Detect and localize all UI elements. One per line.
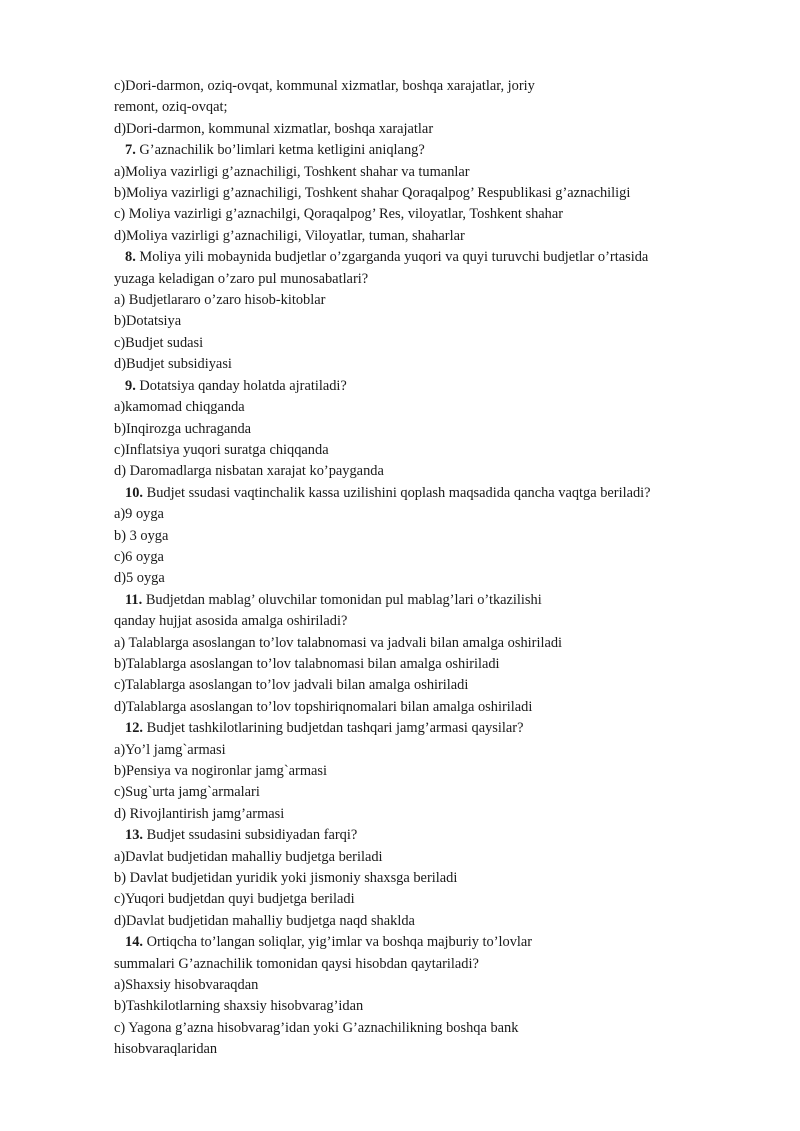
question-text: G’aznachilik bo’limlari ketma ketligini aniqlang? [139,142,425,159]
document-body [114,76,734,1061]
option-c: c) Yagona g’azna hisobvarag’idan yoki G’aznachilikning boshqa bank [114,1019,519,1036]
option-b: b)Inqirozga uchraganda [114,420,252,437]
option-a: a)Shaxsiy hisobvaraqdan [114,977,259,994]
option-b: b)Talablarga asoslangan to’lov talabnomasi bilan amalga oshiriladi [114,655,500,672]
question-text-cont: summalari G’aznachilik tomonidan qaysi hisobdan qaytariladi? [114,955,479,972]
question-number: 9. [125,377,136,394]
option-c: c)Yuqori budjetdan quyi budjetga beriladi [114,891,355,908]
option-a: a)9 oyga [114,506,164,523]
option-c: c) Moliya vazirligi g’aznachilgi, Qoraqalpog’ Res, viloyatlar, Toshkent shahar [114,206,564,223]
question-10 [114,483,734,504]
option-d: d)Budjet subsidiyasi [114,356,232,373]
option-c: c)6 oyga [114,548,164,565]
option-b: b)Tashkilotlarning shaxsiy hisobvarag’idan [114,998,364,1015]
question-number: 7. [125,142,136,159]
question-text: Budjetdan mablag’ oluvchilar tomonidan pul mablag’lari o’tkazilishi [145,591,542,608]
question-8 [114,247,734,268]
option-d: d)5 oyga [114,570,165,587]
option-d: d) Rivojlantirish jamg’armasi [114,805,285,822]
question-7 [114,140,734,161]
question-text-cont: qanday hujjat asosida amalga oshiriladi? [114,613,348,630]
question-number: 14. [125,934,143,951]
option-d: d)Talablarga asoslangan to’lov topshiriqnomalari bilan amalga oshiriladi [114,698,533,715]
question-number: 12. [125,720,143,737]
question-text: Budjet ssudasini subsidiyadan farqi? [146,827,358,844]
question-number: 8. [125,249,136,266]
question-12 [114,718,734,739]
option-a: a) Budjetlararo o’zaro hisob-kitoblar [114,292,326,309]
question-11 [114,590,734,611]
question-9 [114,376,734,397]
option-c: c)Sug`urta jamg`armalari [114,784,260,801]
option-b: b) 3 oyga [114,527,169,544]
option-c: c)Talablarga asoslangan to’lov jadvali bilan amalga oshiriladi [114,677,469,694]
option-d-prev: d)Dori-darmon, kommunal xizmatlar, boshqa xarajatlar [114,120,434,137]
question-text: Moliya yili mobaynida budjetlar o’zgarganda yuqori va quyi turuvchi budjetlar o’rtasida [139,249,649,266]
option-a: a)Yo’l jamg`armasi [114,741,226,758]
question-text: Budjet ssudasi vaqtinchalik kassa uzilishini qoplash maqsadida qancha vaqtga beriladi? [146,484,651,501]
question-13 [114,825,734,846]
option-a: a) Talablarga asoslangan to’lov talabnomasi va jadvali bilan amalga oshiriladi [114,634,563,651]
option-a: a)Davlat budjetidan mahalliy budjetga beriladi [114,848,383,865]
option-c-cont: hisobvaraqlaridan [114,1041,218,1058]
question-number: 10. [125,484,143,501]
question-text: Ortiqcha to’langan soliqlar, yig’imlar va boshqa majburiy to’lovlar [146,934,533,951]
option-c: c)Budjet sudasi [114,334,204,351]
option-b: b)Moliya vazirligi g’aznachiligi, Toshkent shahar Qoraqalpog’ Respublikasi g’aznachiligi [114,185,631,202]
option-a: a)kamomad chiqganda [114,399,245,416]
question-text: Dotatsiya qanday holatda ajratiladi? [139,377,347,394]
option-d: d)Davlat budjetidan mahalliy budjetga naqd shaklda [114,912,415,929]
question-number: 13. [125,827,143,844]
option-a: a)Moliya vazirligi g’aznachiligi, Toshkent shahar va tumanlar [114,163,470,180]
option-c-prev: c)Dori-darmon, oziq-ovqat, kommunal xizmatlar, boshqa xarajatlar, joriy [114,78,535,94]
option-c: c)Inflatsiya yuqori suratga chiqqanda [114,441,329,458]
option-d: d)Moliya vazirligi g’aznachiligi, Viloyatlar, tuman, shaharlar [114,227,465,244]
option-b: b)Pensiya va nogironlar jamg`armasi [114,763,327,779]
question-text-cont: yuzaga keladigan o’zaro pul munosabatlari? [114,270,369,287]
option-d: d) Daromadlarga nisbatan xarajat ko’payganda [114,463,384,480]
question-text: Budjet tashkilotlarining budjetdan tashqari jamg’armasi qaysilar? [146,720,524,737]
question-number: 11. [125,591,143,608]
question-14 [114,932,734,953]
option-b: b) Davlat budjetidan yuridik yoki jismoniy shaxsga beriladi [114,870,458,887]
option-b: b)Dotatsiya [114,313,182,330]
option-c-prev-cont: remont, oziq-ovqat; [114,99,228,116]
